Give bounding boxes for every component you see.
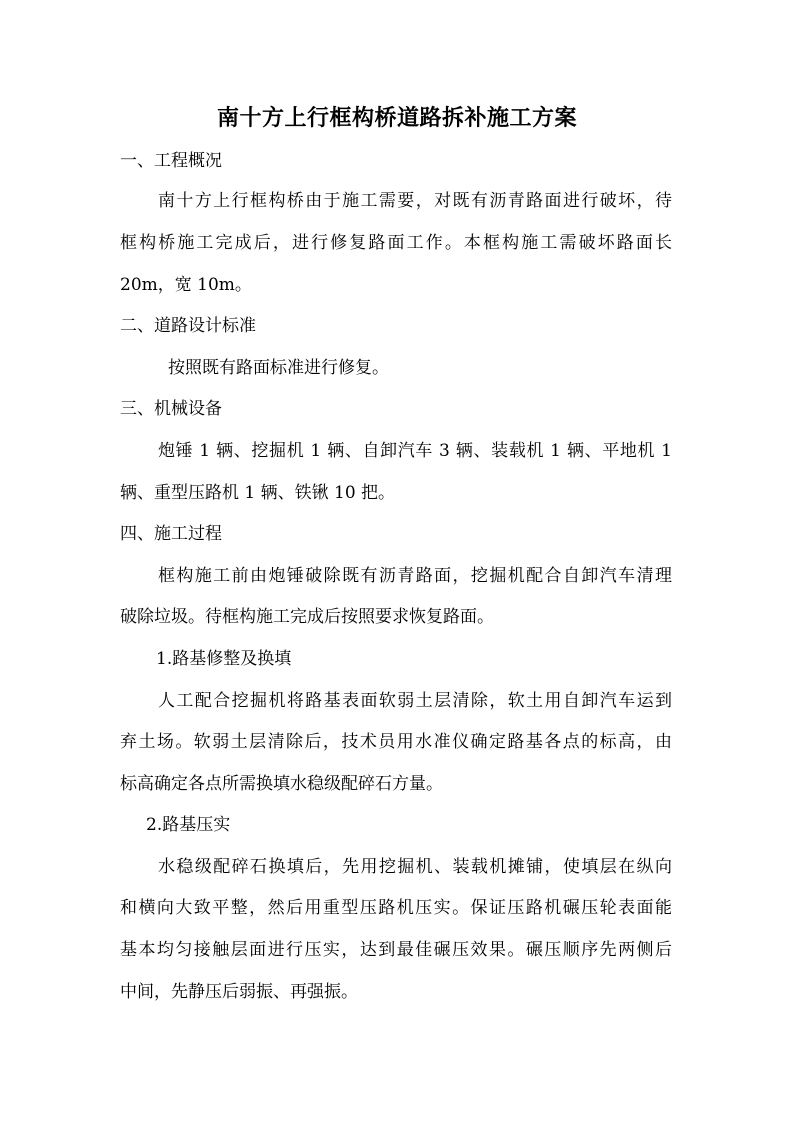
paragraph-line: 20m，宽 10m。 [120,275,252,295]
paragraph-line: 按照既有路面标准进行修复。 [168,358,389,378]
paragraph-line: 人工配合挖掘机将路基表面软弱土层清除，软土用自卸汽车运到 [158,691,672,711]
paragraph-line: 标高确定各点所需换填水稳级配碎石方量。 [120,774,443,794]
subsection-heading-subgrade-repair: 1.路基修整及换填 [156,649,292,669]
subsection-heading-subgrade-compaction: 2.路基压实 [146,815,231,835]
document-title: 南十方上行框构桥道路拆补施工方案 [216,105,577,131]
paragraph-line: 水稳级配碎石换填后，先用挖掘机、装载机摊铺，使填层在纵向 [158,857,672,877]
section-heading-overview: 一、工程概况 [120,151,222,171]
section-heading-equipment: 三、机械设备 [120,399,222,419]
paragraph-line: 破除垃圾。待框构施工完成后按照要求恢复路面。 [120,607,494,627]
paragraph-line: 炮锤 1 辆、挖掘机 1 辆、自卸汽车 3 辆、装载机 1 辆、平地机 1 [158,441,672,461]
paragraph-line: 辆、重型压路机 1 辆、铁锹 10 把。 [120,483,396,503]
paragraph-line: 基本均匀接触层面进行压实，达到最佳碾压效果。碾压顺序先两侧后 [120,940,672,960]
section-heading-construction-process: 四、施工过程 [120,524,222,544]
paragraph-line: 南十方上行框构桥由于施工需要，对既有沥青路面进行破坏，待 [158,191,672,211]
paragraph-line: 框构施工前由炮锤破除既有沥青路面，挖掘机配合自卸汽车清理 [158,566,672,586]
paragraph-line: 和横向大致平整，然后用重型压路机压实。保证压路机碾压轮表面能 [120,898,672,918]
paragraph-line: 弃土场。软弱土层清除后，技术员用水准仪确定路基各点的标高，由 [120,732,672,752]
section-heading-design-standard: 二、道路设计标准 [120,316,256,336]
paragraph-line: 框构桥施工完成后，进行修复路面工作。本框构施工需破坏路面长 [120,233,672,253]
paragraph-line: 中间，先静压后弱振、再强振。 [120,982,358,1002]
